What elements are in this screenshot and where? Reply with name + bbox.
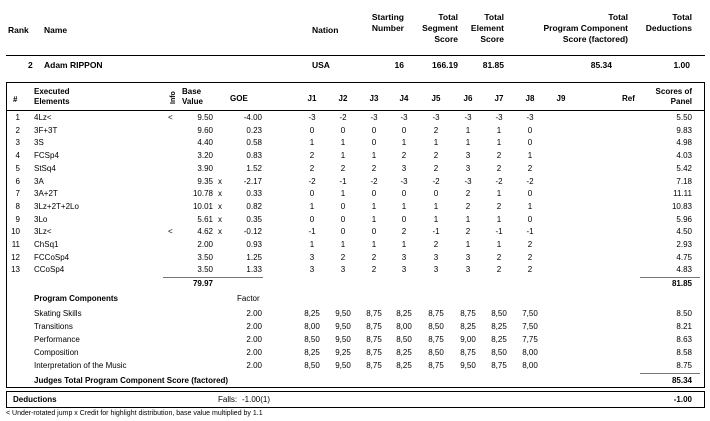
component-judge-mark: 8,25 xyxy=(304,348,320,357)
element-goe: 0.23 xyxy=(246,125,262,135)
element-judge-mark: 2 xyxy=(371,163,377,173)
element-judge-mark: 3 xyxy=(401,163,407,173)
judge-header-9: J9 xyxy=(556,94,566,103)
element-code: 4Lz< xyxy=(34,113,52,122)
skater-total-element-score: 81.85 xyxy=(482,60,504,70)
element-base-value: 3.90 xyxy=(197,163,213,173)
judge-header-3: J3 xyxy=(369,94,379,103)
element-judge-mark: 3 xyxy=(401,252,407,262)
element-base-value: 10.01 xyxy=(192,201,213,211)
falls-value: -1.00(1) xyxy=(242,395,271,404)
element-judge-mark: -1 xyxy=(526,227,534,237)
element-base-value: 5.61 xyxy=(197,214,213,224)
element-number: 2 xyxy=(15,125,20,135)
element-judge-mark: 0 xyxy=(527,138,533,148)
component-judge-mark: 7,50 xyxy=(522,309,538,318)
element-code: CCoSp4 xyxy=(34,265,65,275)
element-code: 3F+3T xyxy=(34,125,58,135)
component-judge-mark: 8,00 xyxy=(522,361,538,370)
component-name: Composition xyxy=(34,348,79,357)
element-judge-mark: 0 xyxy=(309,189,315,199)
element-code: ChSq1 xyxy=(34,240,59,249)
component-name: Performance xyxy=(34,335,80,344)
element-judge-mark: -3 xyxy=(464,176,472,186)
element-judge-mark: -2 xyxy=(495,176,503,186)
component-judge-mark: 8,25 xyxy=(491,322,507,331)
element-judge-mark: 2 xyxy=(527,163,533,173)
element-goe: 0.93 xyxy=(246,240,262,249)
element-judge-mark: 1 xyxy=(401,138,407,148)
element-base-value: 9.60 xyxy=(197,125,213,135)
element-goe: -2.17 xyxy=(243,176,262,186)
element-panel-score: 4.50 xyxy=(676,227,692,237)
element-judge-mark: 0 xyxy=(401,189,407,199)
element-judge-mark: 2 xyxy=(433,125,439,135)
element-judge-mark: 2 xyxy=(401,227,407,237)
rank-header: Rank xyxy=(8,25,29,35)
component-judge-mark: 9,50 xyxy=(335,322,351,331)
component-judge-mark: 8,25 xyxy=(460,322,476,331)
element-base-value: 4.62 xyxy=(197,227,213,237)
element-judge-mark: 2 xyxy=(309,163,315,173)
judge-header-7: J7 xyxy=(494,94,504,103)
skater-total-segment-score: 166.19 xyxy=(432,60,458,70)
element-judge-mark: 1 xyxy=(371,201,377,211)
component-score: 8.21 xyxy=(676,322,692,331)
judge-header-4: J4 xyxy=(399,94,409,103)
element-number: 1 xyxy=(15,113,20,122)
element-base-value: 9.50 xyxy=(197,113,213,122)
element-code: 3A xyxy=(34,176,44,186)
element-code: 3Lz+2T+2Lo xyxy=(34,201,79,211)
element-judge-mark: 2 xyxy=(401,151,407,161)
component-judge-mark: 8,75 xyxy=(428,335,444,344)
component-judge-mark: 8,75 xyxy=(366,361,382,370)
element-judge-mark: 1 xyxy=(496,240,502,249)
judge-header-8: J8 xyxy=(525,94,535,103)
element-judge-mark: 2 xyxy=(465,201,471,211)
factor-header: Factor xyxy=(237,294,260,303)
element-judge-mark: 0 xyxy=(401,214,407,224)
element-code: 3A+2T xyxy=(34,189,58,199)
element-judge-mark: 2 xyxy=(340,163,346,173)
component-judge-mark: 8,50 xyxy=(396,335,412,344)
element-judge-mark: 0 xyxy=(340,214,346,224)
goe-header: GOE xyxy=(230,94,248,103)
element-judge-mark: 2 xyxy=(496,163,502,173)
component-score: 8.63 xyxy=(676,335,692,344)
element-base-value: 3.50 xyxy=(197,252,213,262)
component-judge-mark: 9,25 xyxy=(335,348,351,357)
element-judge-mark: 1 xyxy=(371,240,377,249)
element-judge-mark: 1 xyxy=(401,201,407,211)
element-judge-mark: 1 xyxy=(401,240,407,249)
deductions-total: -1.00 xyxy=(673,395,692,404)
component-judge-mark: 8,50 xyxy=(491,348,507,357)
element-panel-score: 5.50 xyxy=(676,113,692,122)
element-judge-mark: 1 xyxy=(309,138,315,148)
component-judge-mark: 8,50 xyxy=(304,361,320,370)
total-element-score-header: Total Element Score xyxy=(470,12,504,44)
element-judge-mark: 0 xyxy=(433,189,439,199)
element-panel-score: 2.93 xyxy=(676,240,692,249)
element-judge-mark: -3 xyxy=(464,113,472,122)
element-code: 3Lz< xyxy=(34,227,52,237)
element-judge-mark: -2 xyxy=(308,176,316,186)
element-judge-mark: 2 xyxy=(433,163,439,173)
element-judge-mark: 0 xyxy=(340,201,346,211)
element-judge-mark: 0 xyxy=(527,189,533,199)
component-factor: 2.00 xyxy=(246,335,262,344)
element-panel-score: 4.98 xyxy=(676,138,692,148)
element-bonus-marker: x xyxy=(218,214,222,224)
element-judge-mark: 0 xyxy=(371,189,377,199)
element-base-value: 3.50 xyxy=(197,265,213,275)
total-segment-score-header: Total Segment Score xyxy=(422,12,458,44)
element-number: 4 xyxy=(15,151,20,161)
element-bonus-marker: x xyxy=(218,201,222,211)
judge-header-6: J6 xyxy=(463,94,473,103)
component-judge-mark: 8,25 xyxy=(396,309,412,318)
element-judge-mark: 2 xyxy=(496,252,502,262)
component-judge-mark: 8,75 xyxy=(366,348,382,357)
element-judge-mark: 1 xyxy=(496,189,502,199)
element-judge-mark: 3 xyxy=(465,265,471,275)
element-goe: 1.25 xyxy=(246,252,262,262)
component-judge-mark: 8,75 xyxy=(428,309,444,318)
footnote: < Under-rotated jump x Credit for highlight distribution, base value multiplied by 1.1 xyxy=(6,410,263,417)
element-judge-mark: 3 xyxy=(433,265,439,275)
element-number: 11 xyxy=(11,240,20,249)
component-judge-mark: 9,00 xyxy=(460,335,476,344)
component-score: 8.58 xyxy=(676,348,692,357)
component-judge-mark: 8,50 xyxy=(304,335,320,344)
deductions-label: Deductions xyxy=(13,395,57,404)
element-judge-mark: 3 xyxy=(465,252,471,262)
element-judge-mark: 1 xyxy=(465,138,471,148)
element-judge-mark: 1 xyxy=(433,201,439,211)
element-code: 3Lo xyxy=(34,214,48,224)
element-judge-mark: 0 xyxy=(309,125,315,135)
name-header: Name xyxy=(44,25,68,35)
element-judge-mark: 1 xyxy=(309,201,315,211)
component-score: 8.75 xyxy=(676,361,692,370)
component-judge-mark: 8,75 xyxy=(366,322,382,331)
element-judge-mark: 0 xyxy=(340,227,346,237)
element-bonus-marker: x xyxy=(218,176,222,186)
element-goe: 0.83 xyxy=(246,151,262,161)
element-judge-mark: 1 xyxy=(340,151,346,161)
element-judge-mark: 2 xyxy=(465,227,471,237)
element-judge-mark: 3 xyxy=(340,265,346,275)
element-goe: 1.33 xyxy=(246,265,262,275)
element-judge-mark: 2 xyxy=(527,252,533,262)
component-factor: 2.00 xyxy=(246,322,262,331)
judges-total-score: 85.34 xyxy=(671,376,692,385)
component-judge-mark: 9,50 xyxy=(460,361,476,370)
element-judge-mark: 1 xyxy=(371,151,377,161)
info-header: Info xyxy=(170,91,177,104)
skater-nation: USA xyxy=(312,60,330,70)
falls-label: Falls: xyxy=(218,395,238,404)
element-judge-mark: -3 xyxy=(370,113,378,122)
skater-rank: 2 xyxy=(28,60,33,70)
element-judge-mark: -3 xyxy=(432,113,440,122)
element-judge-mark: 3 xyxy=(465,163,471,173)
element-panel-score: 4.75 xyxy=(676,252,692,262)
element-judge-mark: 3 xyxy=(401,265,407,275)
component-judge-mark: 8,00 xyxy=(522,348,538,357)
element-judge-mark: 0 xyxy=(371,125,377,135)
judge-header-2: J2 xyxy=(338,94,348,103)
element-judge-mark: -2 xyxy=(339,113,347,122)
executed-elements-header: Executed Elements xyxy=(34,87,70,106)
component-judge-mark: 8,50 xyxy=(491,309,507,318)
element-judge-mark: 2 xyxy=(527,240,533,249)
element-number: 9 xyxy=(15,214,20,224)
element-judge-mark: 1 xyxy=(433,214,439,224)
element-judge-mark: 1 xyxy=(496,214,502,224)
element-judge-mark: 1 xyxy=(465,240,471,249)
elements-score-total: 81.85 xyxy=(671,279,692,288)
element-number: 10 xyxy=(11,227,20,237)
element-judge-mark: 2 xyxy=(496,151,502,161)
element-number: 7 xyxy=(15,189,20,199)
element-judge-mark: 2 xyxy=(433,151,439,161)
scores-of-panel-header: Scores of Panel xyxy=(655,87,692,106)
element-judge-mark: 1 xyxy=(496,125,502,135)
element-judge-mark: 2 xyxy=(527,265,533,275)
component-judge-mark: 8,50 xyxy=(428,322,444,331)
element-panel-score: 5.96 xyxy=(676,214,692,224)
element-judge-mark: 0 xyxy=(371,138,377,148)
element-number-header: # xyxy=(13,95,18,104)
elements-header-divider xyxy=(6,110,705,111)
element-panel-score: 7.18 xyxy=(676,176,692,186)
component-factor: 2.00 xyxy=(246,348,262,357)
component-judge-mark: 8,75 xyxy=(460,348,476,357)
component-name: Transitions xyxy=(34,322,73,331)
program-components-title: Program Components xyxy=(34,294,119,303)
element-number: 3 xyxy=(15,138,20,148)
element-panel-score: 11.11 xyxy=(673,189,692,199)
element-judge-mark: 2 xyxy=(371,265,377,275)
element-judge-mark: 0 xyxy=(527,214,533,224)
element-judge-mark: -3 xyxy=(526,113,534,122)
element-code: FCCoSp4 xyxy=(34,252,70,262)
element-judge-mark: -1 xyxy=(495,227,503,237)
skater-total-program-component-score: 85.34 xyxy=(590,60,612,70)
element-judge-mark: -2 xyxy=(370,176,378,186)
element-number: 12 xyxy=(11,252,20,262)
element-base-value: 3.20 xyxy=(197,151,213,161)
element-judge-mark: -1 xyxy=(308,227,316,237)
component-factor: 2.00 xyxy=(246,309,262,318)
element-bonus-marker: x xyxy=(218,189,222,199)
element-judge-mark: -3 xyxy=(308,113,316,122)
element-judge-mark: 1 xyxy=(309,240,315,249)
element-judge-mark: 1 xyxy=(527,201,533,211)
element-judge-mark: 1 xyxy=(340,189,346,199)
component-judge-mark: 7,50 xyxy=(522,322,538,331)
element-judge-mark: 2 xyxy=(496,265,502,275)
component-judge-mark: 8,75 xyxy=(366,309,382,318)
element-judge-mark: 2 xyxy=(496,201,502,211)
element-goe: 0.35 xyxy=(246,214,262,224)
element-judge-mark: 1 xyxy=(496,138,502,148)
pc-total-rule xyxy=(640,373,700,374)
total-program-component-score-header: Total Program Component Score (factored) xyxy=(543,12,628,44)
elements-score-total-rule xyxy=(640,277,700,278)
component-judge-mark: 8,25 xyxy=(396,361,412,370)
element-judge-mark: 3 xyxy=(309,252,315,262)
element-base-value: 10.78 xyxy=(192,189,213,199)
element-bonus-marker: x xyxy=(218,227,222,237)
element-judge-mark: 2 xyxy=(465,189,471,199)
element-info: < xyxy=(168,227,173,237)
component-judge-mark: 8,00 xyxy=(304,322,320,331)
element-goe: 0.82 xyxy=(246,201,262,211)
element-panel-score: 4.03 xyxy=(676,151,692,161)
element-judge-mark: 1 xyxy=(340,240,346,249)
element-info: < xyxy=(168,113,173,122)
skater-name: Adam RIPPON xyxy=(44,60,103,70)
element-judge-mark: 1 xyxy=(465,125,471,135)
element-judge-mark: -1 xyxy=(432,227,440,237)
deductions-box xyxy=(6,391,705,408)
element-code: 3S xyxy=(34,138,44,148)
element-panel-score: 9.83 xyxy=(676,125,692,135)
element-judge-mark: 1 xyxy=(340,138,346,148)
component-name: Skating Skills xyxy=(34,309,82,318)
component-judge-mark: 8,75 xyxy=(428,361,444,370)
component-judge-mark: 9,50 xyxy=(335,335,351,344)
starting-number-header: Starting Number xyxy=(371,12,404,33)
element-judge-mark: 3 xyxy=(433,252,439,262)
component-judge-mark: 8,75 xyxy=(366,335,382,344)
skater-total-deductions: 1.00 xyxy=(673,60,690,70)
element-number: 5 xyxy=(15,163,20,173)
judges-total-label: Judges Total Program Component Score (factored) xyxy=(34,376,229,385)
element-judge-mark: -2 xyxy=(526,176,534,186)
component-judge-mark: 8,50 xyxy=(428,348,444,357)
element-judge-mark: 2 xyxy=(433,240,439,249)
element-base-value: 4.40 xyxy=(197,138,213,148)
element-number: 13 xyxy=(11,265,20,275)
element-number: 6 xyxy=(15,176,20,186)
header-divider xyxy=(6,55,705,56)
element-judge-mark: 1 xyxy=(527,151,533,161)
base-value-header: Base Value xyxy=(182,87,203,106)
element-number: 8 xyxy=(15,201,20,211)
element-judge-mark: 0 xyxy=(527,125,533,135)
element-panel-score: 10.83 xyxy=(671,201,692,211)
base-value-total: 79.97 xyxy=(192,279,213,288)
total-deductions-header: Total Deductions xyxy=(645,12,692,33)
base-total-rule xyxy=(163,277,263,278)
component-judge-mark: 8,75 xyxy=(491,361,507,370)
component-judge-mark: 9,50 xyxy=(335,361,351,370)
element-judge-mark: 3 xyxy=(309,265,315,275)
element-judge-mark: 2 xyxy=(371,252,377,262)
element-judge-mark: 2 xyxy=(309,151,315,161)
element-judge-mark: 1 xyxy=(465,214,471,224)
element-code: StSq4 xyxy=(34,163,56,173)
nation-header: Nation xyxy=(312,25,339,35)
element-goe: -4.00 xyxy=(243,113,262,122)
element-goe: -0.12 xyxy=(243,227,262,237)
element-judge-mark: 0 xyxy=(340,125,346,135)
element-panel-score: 5.42 xyxy=(676,163,692,173)
element-panel-score: 4.83 xyxy=(676,265,692,275)
component-judge-mark: 8,25 xyxy=(396,348,412,357)
element-judge-mark: 0 xyxy=(309,214,315,224)
element-judge-mark: -3 xyxy=(400,176,408,186)
element-goe: 0.58 xyxy=(246,138,262,148)
component-judge-mark: 9,50 xyxy=(335,309,351,318)
component-name: Interpretation of the Music xyxy=(34,361,127,370)
element-goe: 0.33 xyxy=(246,189,262,199)
element-base-value: 9.35 xyxy=(197,176,213,186)
component-factor: 2.00 xyxy=(246,361,262,370)
element-judge-mark: 0 xyxy=(371,227,377,237)
element-judge-mark: 1 xyxy=(433,138,439,148)
element-base-value: 2.00 xyxy=(197,240,213,249)
judge-header-5: J5 xyxy=(431,94,441,103)
judge-header-1: J1 xyxy=(307,94,317,103)
element-judge-mark: -1 xyxy=(339,176,347,186)
component-judge-mark: 8,00 xyxy=(396,322,412,331)
element-judge-mark: 3 xyxy=(465,151,471,161)
component-judge-mark: 7,75 xyxy=(522,335,538,344)
element-goe: 1.52 xyxy=(246,163,262,173)
element-judge-mark: -2 xyxy=(432,176,440,186)
element-judge-mark: -3 xyxy=(495,113,503,122)
element-judge-mark: 1 xyxy=(371,214,377,224)
component-judge-mark: 8,25 xyxy=(491,335,507,344)
element-judge-mark: 0 xyxy=(401,125,407,135)
ref-header: Ref xyxy=(622,94,635,103)
component-judge-mark: 8,25 xyxy=(304,309,320,318)
component-judge-mark: 8,75 xyxy=(460,309,476,318)
element-code: FCSp4 xyxy=(34,151,59,161)
element-judge-mark: -3 xyxy=(400,113,408,122)
component-score: 8.50 xyxy=(676,309,692,318)
element-judge-mark: 2 xyxy=(340,252,346,262)
skater-starting-number: 16 xyxy=(394,60,404,70)
